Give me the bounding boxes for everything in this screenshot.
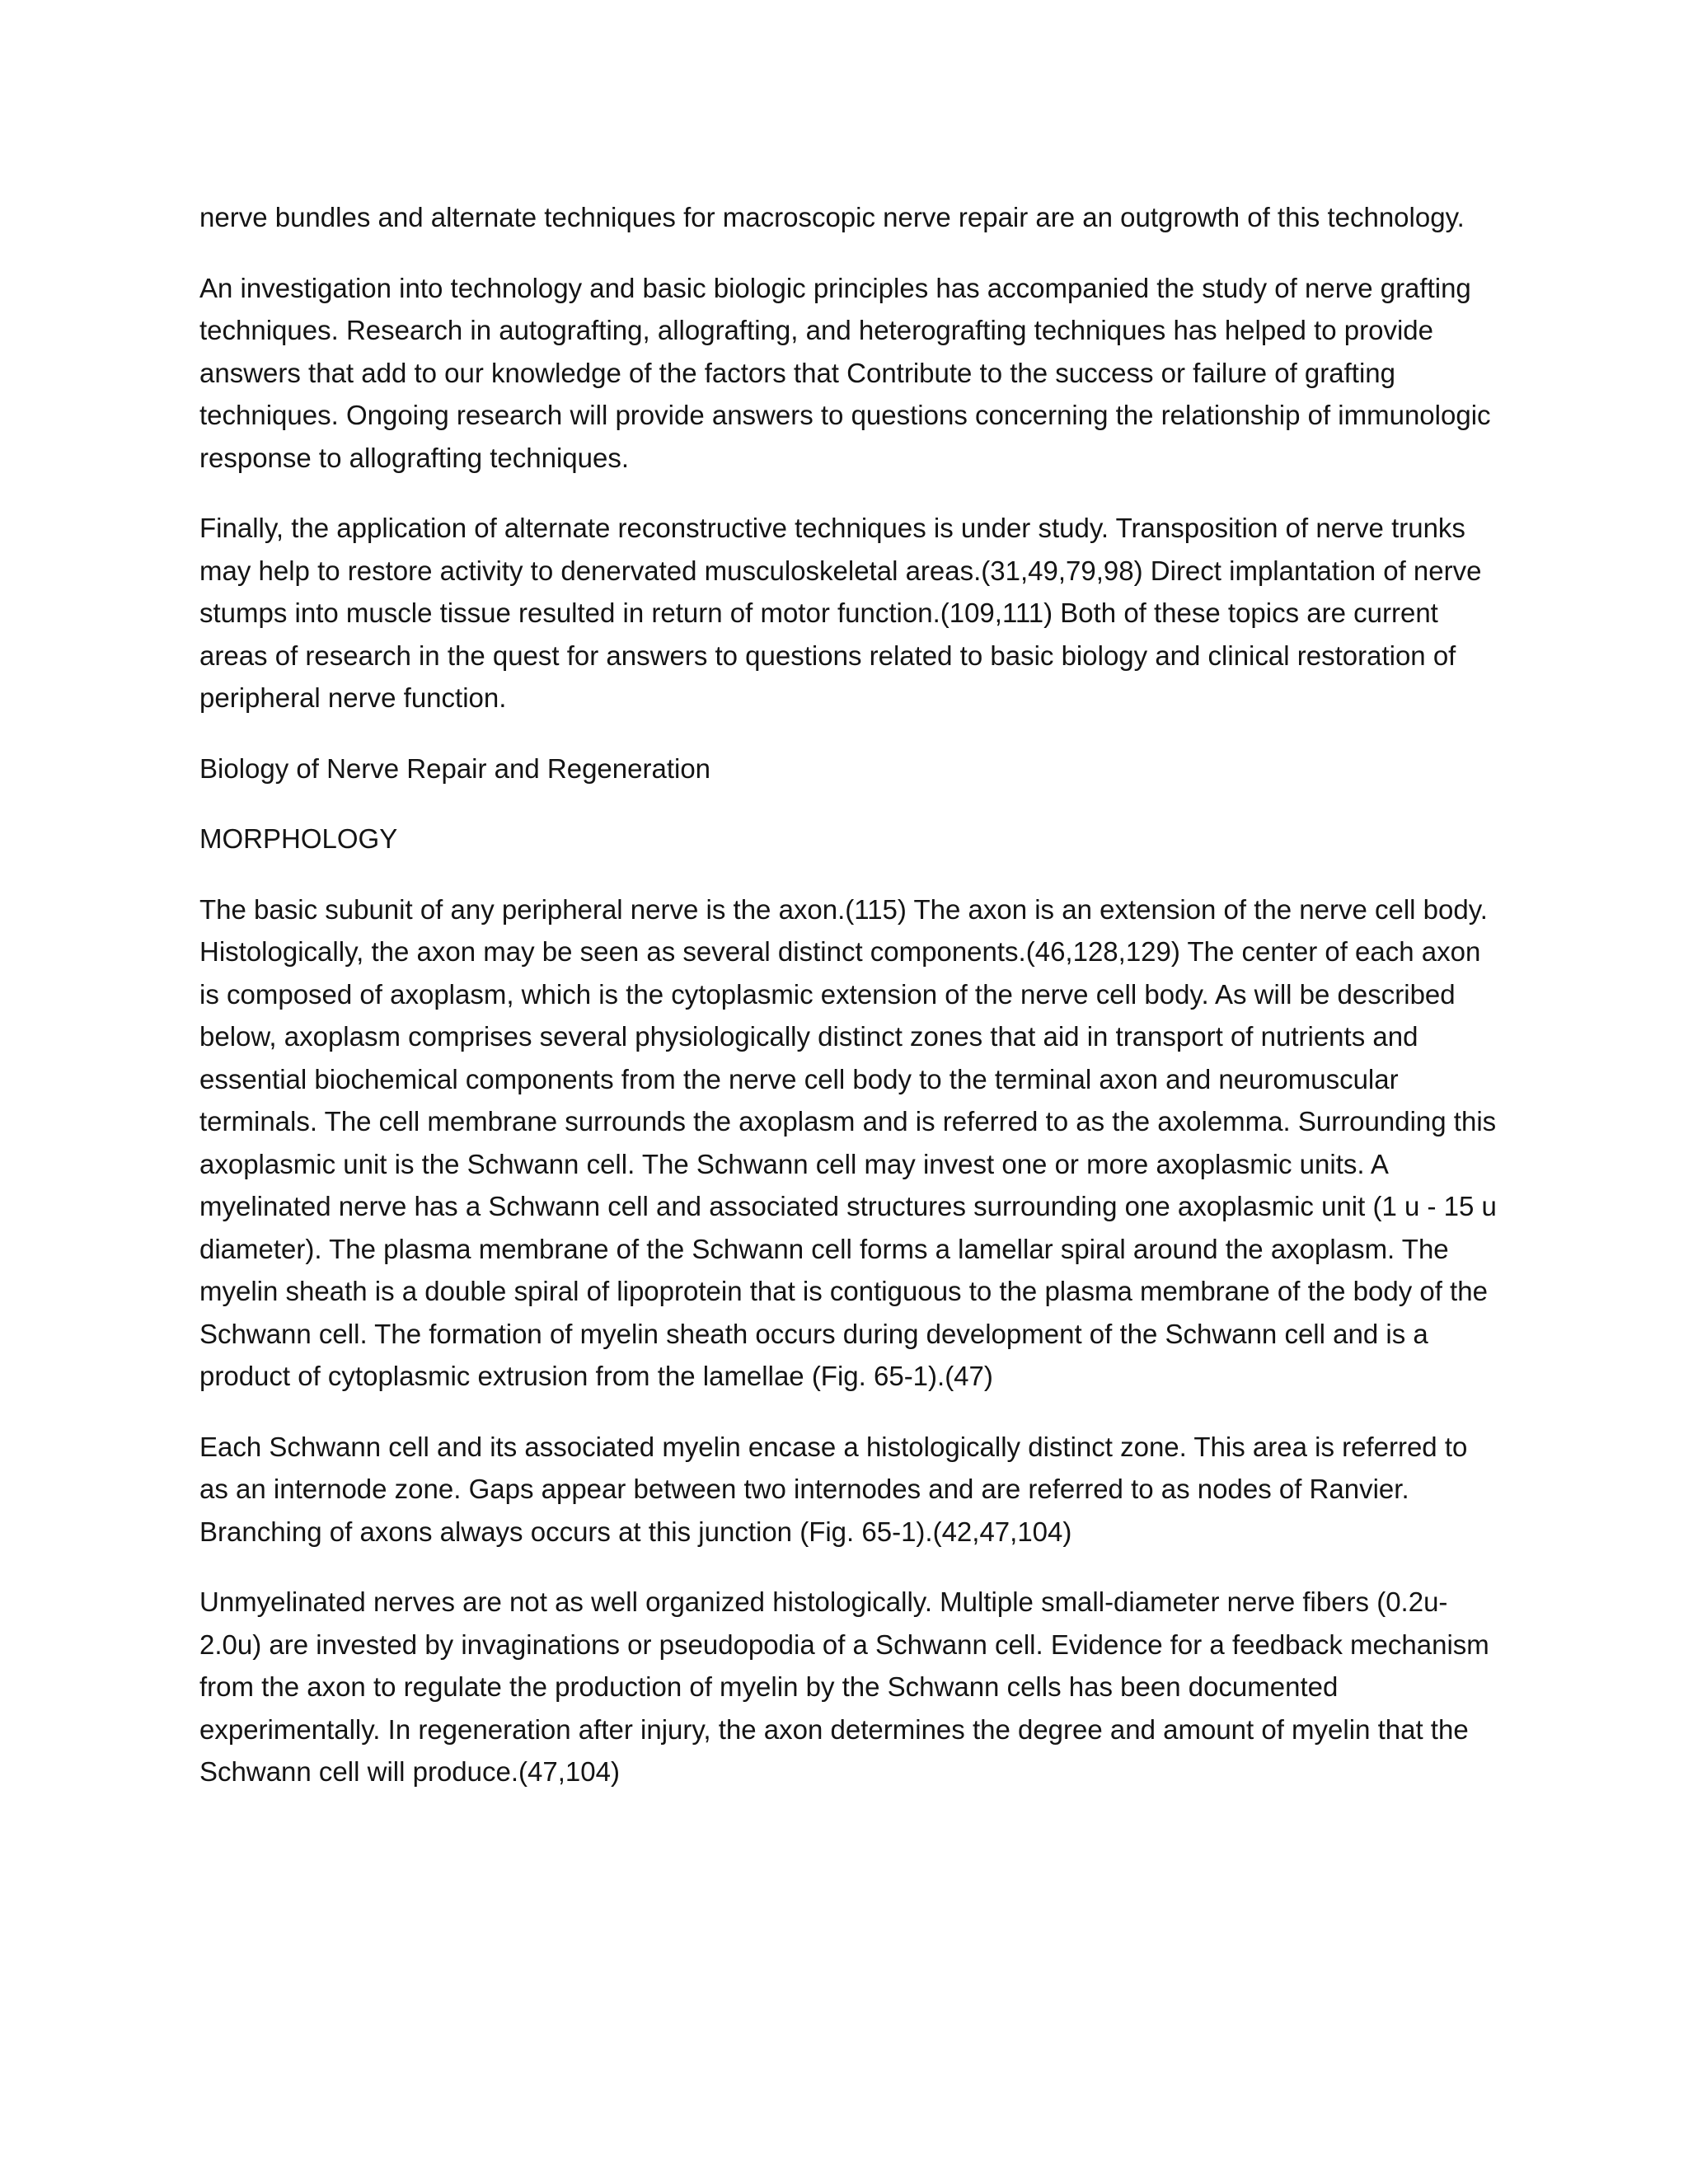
paragraph-grafting-research: An investigation into technology and basic biologic principles has accompanied the study of nerve grafting techniques. Research in autografting, allografting, and heterografting techniques has helped to provide answers that add to our knowledge of the factors that Contribute to the success or failure of grafting techniques. Ongoing research will provide answers to questions concerning the relationship of immunologic response to allografting techniques. <box>199 272 1491 473</box>
subsection-heading: MORPHOLOGY <box>199 823 398 854</box>
paragraph-axon-morphology: The basic subunit of any peripheral nerve is the axon.(115) The axon is an extension of the nerve cell body. Histologically, the axon may be seen as several distinct components.(46,128,129) The center of each axon is composed of axoplasm, which is the cytoplasmic extension of the nerve cell body. As will be described below, axoplasm comprises several physiologically distinct zones that aid in transport of nutrients and essential biochemical components from the nerve cell body to the terminal axon and neuromuscular terminals. The cell membrane surrounds the axoplasm and is referred to as the axolemma. Surrounding this axoplasmic unit is the Schwann cell. The Schwann cell may invest one or more axoplasmic units. A myelinated nerve has a Schwann cell and associated structures surrounding one axoplasmic unit (1 u - 15 u diameter). The plasma membrane of the Schwann cell forms a lamellar spiral around the axoplasm. The myelin sheath is a double spiral of lipoprotein that is contiguous to the plasma membrane of the body of the Schwann cell. The formation of myelin sheath occurs during development of the Schwann cell and is a product of cytoplasmic extrusion from the lamellae (Fig. 65-1).(47) <box>199 893 1497 1391</box>
paragraph-alternate-techniques: Finally, the application of alternate reconstructive techniques is under study. Transposition of nerve trunks may help to restore activity to denervated musculoskeletal areas.(31,49,79,98) Direct implantation of nerve stumps into muscle tissue resulted in return of motor function.(109,111) Both of these topics are current areas of research in the quest for answers to questions related to basic biology and clinical restoration of peripheral nerve function. <box>199 513 1482 713</box>
paragraph-unmyelinated-nerves: Unmyelinated nerves are not as well organized histologically. Multiple small-diameter nerve fibers (0.2u-2.0u) are invested by invaginations or pseudopodia of a Schwann cell. Evidence for a feedback mechanism from the axon to regulate the production of myelin by the Schwann cells has been documented experimentally. In regeneration after injury, the axon determines the degree and amount of myelin that the Schwann cell will produce.(47,104) <box>199 1586 1489 1787</box>
paragraph-intro-continuation: nerve bundles and alternate techniques for macroscopic nerve repair are an outgrowth of this technology. <box>199 202 1465 232</box>
paragraph-internode-zone: Each Schwann cell and its associated myelin encase a histologically distinct zone. This area is referred to as an internode zone. Gaps appear between two internodes and are referred to as nodes of Ranvier. Branching of axons always occurs at this junction (Fig. 65-1).(42,47,104) <box>199 1431 1468 1547</box>
document-body <box>199 196 1502 1821</box>
section-heading: Biology of Nerve Repair and Regeneration <box>199 752 711 784</box>
